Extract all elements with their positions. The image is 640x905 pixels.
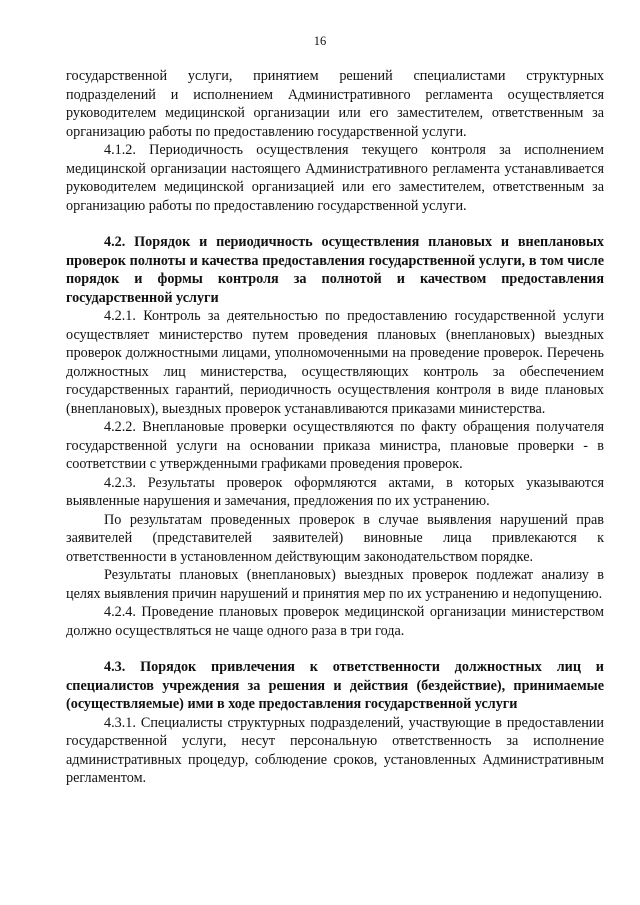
heading-4-2: 4.2. Порядок и периодичность осуществления плановых и внеплановых проверок полноты и качества предоставления государственной услуги, в том числе порядок и формы контроля за полнотой и качеством предоставления государственной услуги <box>66 234 604 306</box>
paragraph-4-1-2: 4.1.2. Периодичность осуществления текущего контроля за исполнением медицинской организации настоящего Административного регламента устанавливается руководителем медицинской организацией или его заместителем, ответственным за организацию работы по предоставлению государственной услуги. <box>66 142 604 214</box>
paragraph-4-2-3: 4.2.3. Результаты проверок оформляются актами, в которых указываются выявленные нарушения и замечания, предложения по их устранению. <box>66 474 604 509</box>
section-gap <box>66 215 604 233</box>
heading-4-3: 4.3. Порядок привлечения к ответственности должностных лиц и специалистов учреждения за решения и действия (бездействие), принимаемые (осуществляемые) ими в ходе предоставления государственной услуги <box>66 659 604 712</box>
section-gap <box>66 640 604 658</box>
paragraph-4-2-4: 4.2.4. Проведение плановых проверок медицинской организации министерством должно осуществляться не чаще одного раза в три года. <box>66 604 604 639</box>
paragraph-analysis: Результаты плановых (внеплановых) выездных проверок подлежат анализу в целях выявления причин нарушений и принятия мер по их устранению и недопущению. <box>66 567 604 602</box>
paragraph-4-2-2: 4.2.2. Внеплановые проверки осуществляются по факту обращения получателя государственной услуги на основании приказа министра, плановые проверки - в соответствии с утвержденными графиками проведения проверок. <box>66 419 604 472</box>
paragraph-results: По результатам проведенных проверок в случае выявления нарушений прав заявителей (представителей заявителей) виновные лица привлекаются к ответственности в установленном действующим законодательством порядке. <box>66 511 604 565</box>
page-number: 16 <box>313 34 327 48</box>
paragraph-4-3-1: 4.3.1. Специалисты структурных подразделений, участвующие в предоставлении государственной услуги, несут персональную ответственность за исполнение административных процедур, соблюдение сроков, установленных Административным регламентом. <box>66 714 604 786</box>
paragraph-4-2-1: 4.2.1. Контроль за деятельностью по предоставлению государственной услуги осуществляет министерство путем проведения плановых (внеплановых) выездных проверок должностными лицами, уполномоченными на проведение проверок. Перечень должностных лиц министерства, осуществляющих контроль за обеспечением государственных гарантий, периодичность осуществления контроля в виде плановых (внеплановых), выездных проверок устанавливаются приказами министерства. <box>66 308 604 417</box>
paragraph-continuation: государственной услуги, принятием решений специалистами структурных подразделений и исполнением Административного регламента осуществляется руководителем медицинской организации или его заместителем, ответственным за организацию работы по предоставлению государственной услуги. <box>66 68 604 140</box>
document-body <box>66 67 604 788</box>
